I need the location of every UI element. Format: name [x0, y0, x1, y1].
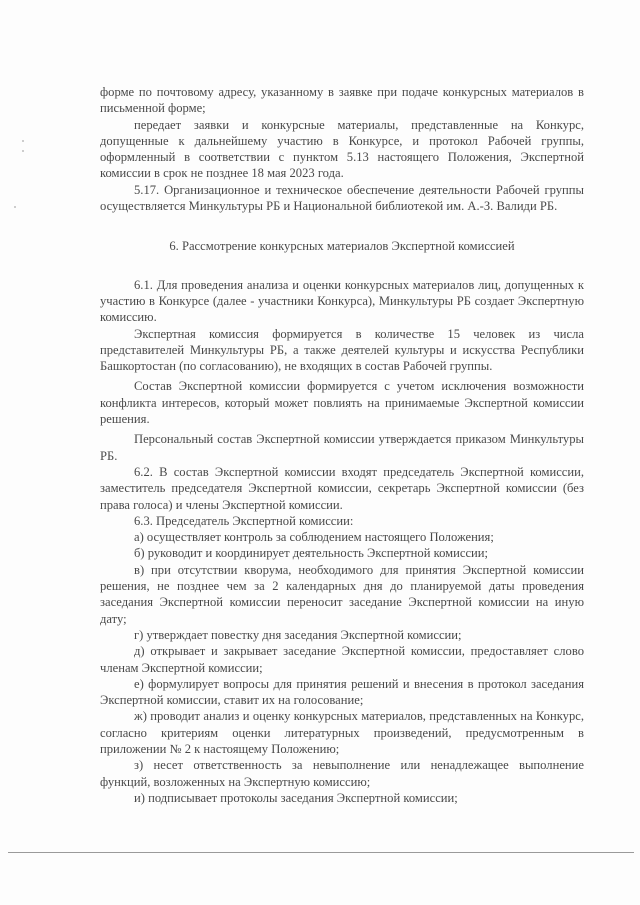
document-body: [100, 84, 584, 806]
list-item-v: в) при отсутствии кворума, необходимого для принятия Экспертной комиссии решения, не позднее чем за 2 календарных дня до планируемой даты проведения заседания Экспертной комиссии переносит заседание Экспертной комиссии на иную дату;: [100, 562, 584, 626]
list-item-i: и) подписывает протоколы заседания Экспертной комиссии;: [134, 790, 458, 805]
list-item-d: д) открывает и закрывает заседание Экспертной комиссии, предоставляет слово членам Экспертной комиссии;: [100, 644, 584, 675]
list-item-zh: ж) проводит анализ и оценку конкурсных материалов, представленных на Конкурс, согласно критериям оценки литературных произведений, предусмотренным в приложении № 2 к настоящему Положению;: [100, 709, 584, 756]
section-heading-6: 6. Рассмотрение конкурсных материалов Экспертной комиссией: [169, 239, 515, 254]
list-item-b: б) руководит и координирует деятельность Экспертной комиссии;: [134, 546, 489, 561]
paragraph-6-1: 6.1. Для проведения анализа и оценки конкурсных материалов лиц, допущенных к участию в Конкурсе (далее - участники Конкурса), Минкультуры РБ создает Экспертную комиссию.: [100, 277, 584, 325]
scan-speck: [22, 140, 24, 142]
list-item-z: з) несет ответственность за невыполнение или ненадлежащее выполнение функций, возложенных на Экспертную комиссию;: [100, 758, 584, 789]
list-item-a: а) осуществляет контроль за соблюдением настоящего Положения;: [134, 530, 494, 545]
paragraph-personal-composition: Персональный состав Экспертной комиссии утверждается приказом Минкультуры РБ.: [100, 432, 584, 463]
scan-edge-line: [8, 852, 634, 853]
list-item-g: г) утверждает повестку дня заседания Экспертной комиссии;: [134, 627, 462, 642]
list-item-e: е) формулирует вопросы для принятия решений и внесения в протокол заседания Экспертной комиссии, ставит их на голосование;: [100, 676, 584, 708]
paragraph-5-17: 5.17. Организационное и техническое обеспечение деятельности Рабочей группы осуществляется Минкультуры РБ и Национальной библиотекой им. А.-З. Валиди РБ.: [100, 182, 584, 214]
paragraph-transfer-materials: передает заявки и конкурсные материалы, представленные на Конкурс, допущенные к дальнейшему участию в Конкурсе, и протокол Рабочей группы, оформленный в соответствии с пунктом 5.13 настоящего Положения, Экспертной комиссии в срок не позднее 18 мая 2023 года.: [100, 117, 584, 181]
paragraph-postal-submission: форме по почтовому адресу, указанному в заявке при подаче конкурсных материалов в письменной форме;: [100, 85, 584, 116]
paragraph-6-3: 6.3. Председатель Экспертной комиссии:: [134, 513, 354, 528]
scan-speck: [22, 150, 24, 152]
paragraph-conflict-of-interest: Состав Экспертной комиссии формируется с учетом исключения возможности конфликта интересов, который может повлиять на принимаемые Экспертной комиссии решения.: [100, 379, 584, 427]
scan-speck: [14, 206, 16, 208]
paragraph-commission-size: Экспертная комиссия формируется в количестве 15 человек из числа представителей Минкультуры РБ, а также деятелей культуры и искусства Республики Башкортостан (по согласованию), не входящих в состав Рабочей группы.: [100, 326, 584, 374]
paragraph-6-2: 6.2. В состав Экспертной комиссии входят председатель Экспертной комиссии, заместитель председателя Экспертной комиссии, секретарь Экспертной комиссии (без права голоса) и члены Экспертной комиссии.: [100, 464, 584, 512]
